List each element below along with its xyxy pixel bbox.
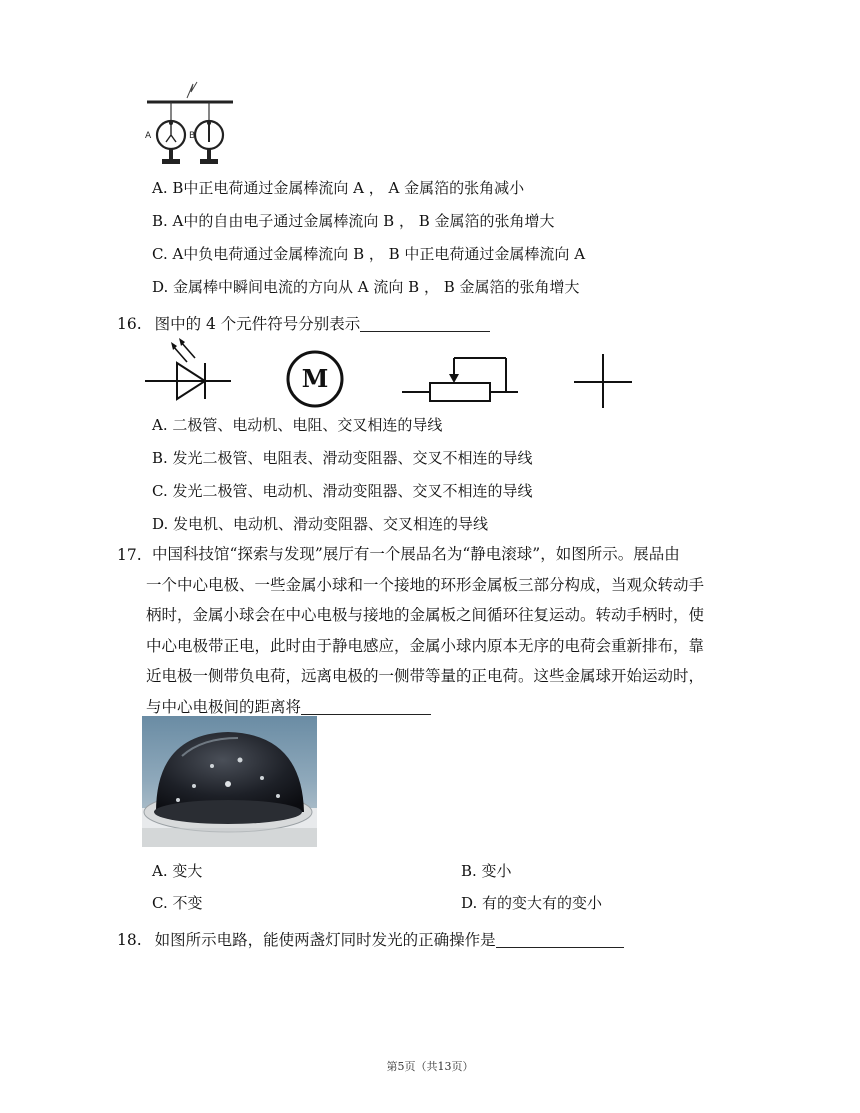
q15-option-c[interactable]: C. A中负电荷通过金属棒流向 B ， B 中正电荷通过金属棒流向 A — [152, 245, 586, 263]
q17-line: 与中心电极间的距离将 — [146, 697, 302, 716]
q17-line: 中心电极带正电，此时由于静电感应，金属小球内原本无序的电荷会重新排布，靠 — [146, 636, 705, 655]
q16-number: 16. — [117, 315, 142, 333]
led-symbol-icon — [143, 336, 233, 416]
page-footer: 第5页（共13页） — [386, 1060, 474, 1073]
electroscope-label-b: B — [189, 131, 196, 141]
q16-option-a[interactable]: A. 二极管、电动机、电阻、交叉相连的导线 — [152, 416, 443, 434]
q15-option-b[interactable]: B. A中的自由电子通过金属棒流向 B ， B 金属箔的张角增大 — [152, 212, 555, 230]
rheostat-symbol-icon — [400, 350, 520, 405]
q17-number: 17. — [117, 546, 142, 564]
q17-line: 中国科技馆“探索与发现”展厅有一个展品名为“静电滚球”，如图所示。展品由 — [152, 545, 680, 563]
q15-option-d[interactable]: D. 金属棒中瞬间电流的方向从 A 流向 B ， B 金属箔的张角增大 — [152, 278, 580, 296]
q15-option-a[interactable]: A. B中正电荷通过金属棒流向 A ， A 金属箔的张角减小 — [152, 179, 525, 197]
motor-symbol-letter: M — [301, 364, 329, 393]
motor-symbol-icon — [284, 348, 346, 410]
q16-option-c[interactable]: C. 发光二极管、电动机、滑动变阻器、交叉不相连的导线 — [152, 482, 533, 500]
q18-question — [117, 928, 624, 950]
q16-answer-blank[interactable] — [360, 315, 490, 332]
q17-answer-blank[interactable] — [301, 698, 431, 715]
q18-answer-blank[interactable] — [496, 931, 624, 948]
q18-text: 如图所示电路，能使两盏灯同时发光的正确操作是 — [154, 931, 496, 949]
q17-option-d[interactable]: D. 有的变大有的变小 — [461, 894, 603, 912]
q16-option-b[interactable]: B. 发光二极管、电阻表、滑动变阻器、交叉不相连的导线 — [152, 449, 533, 467]
q18-number: 18. — [117, 931, 142, 949]
electroscope-figure — [143, 80, 235, 170]
electrostatic-ball-photo — [142, 716, 317, 847]
q17-question — [146, 539, 832, 722]
q17-option-c[interactable]: C. 不变 — [152, 894, 203, 912]
q17-line: 近电极一侧带负电荷，远离电极的一侧带等量的正电荷。这些金属球开始运动时， — [146, 667, 705, 685]
q16-text: 图中的 4 个元件符号分别表示 — [154, 315, 361, 333]
electroscope-label-a: A — [145, 131, 152, 141]
q16-option-d[interactable]: D. 发电机、电动机、滑动变阻器、交叉相连的导线 — [152, 515, 489, 533]
q17-line: 柄时，金属小球会在中心电极与接地的金属板之间循环往复运动。转动手柄时，使 — [146, 606, 705, 624]
q16-question — [117, 312, 490, 334]
q17-option-a[interactable]: A. 变大 — [152, 862, 203, 880]
crossed-wires-icon — [572, 352, 634, 410]
q17-line: 一个中心电极、一些金属小球和一个接地的环形金属板三部分构成，当观众转动手 — [146, 575, 705, 594]
q17-option-b[interactable]: B. 变小 — [461, 862, 512, 880]
